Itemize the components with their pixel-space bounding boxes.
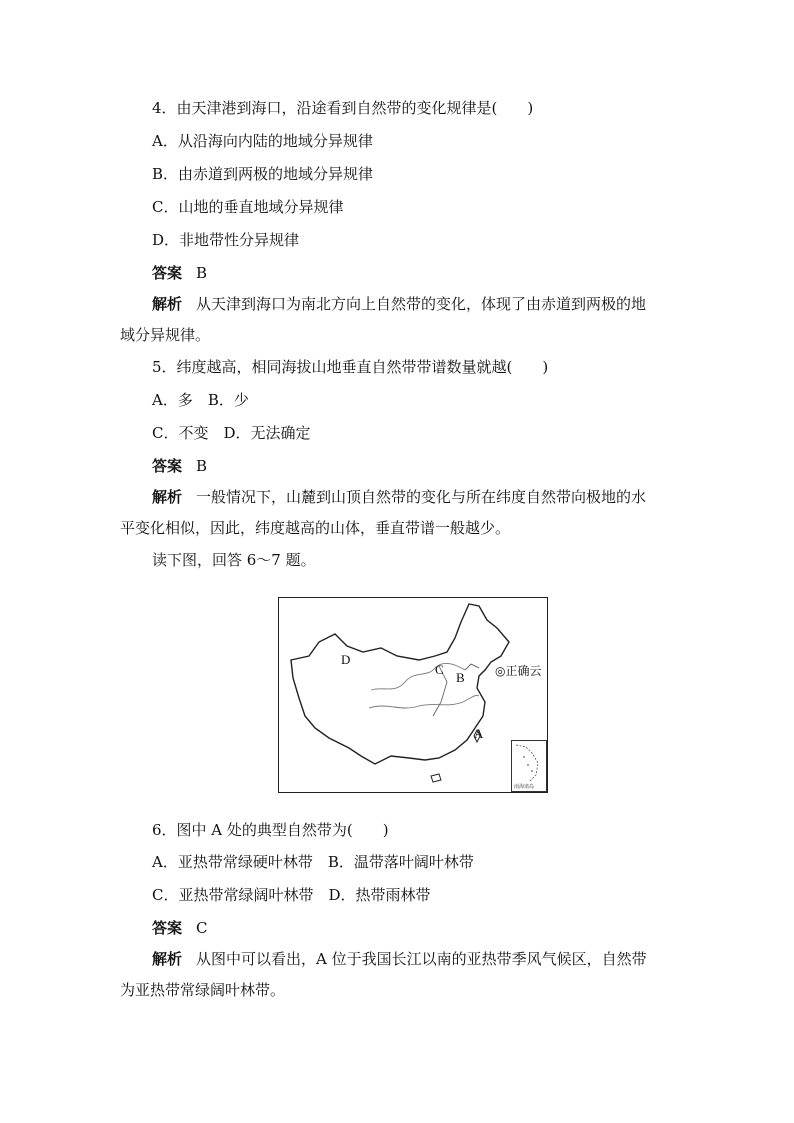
map-label-a: A (474, 726, 484, 741)
q6-options-row1: A．亚热带常绿硬叶林带 B．温带落叶阔叶林带 (152, 853, 474, 871)
inset-caption: 南海诸岛 (514, 784, 535, 790)
q6-analysis-line2: 为亚热带常绿阔叶林带。 (120, 981, 286, 999)
q4-option-b: B．由赤道到两极的地域分异规律 (152, 165, 374, 183)
analysis-label: 解析 (152, 488, 183, 506)
map-label-b: B (456, 670, 465, 685)
watermark-icon: ◎ (495, 664, 506, 678)
analysis-text: 一般情况下，山麓到山顶自然带的变化与所在纬度自然带向极地的水 (196, 488, 647, 506)
q4-analysis-line1 (152, 294, 646, 314)
read-prompt: 读下图，回答 6～7 题。 (152, 551, 316, 569)
q5-analysis-line2: 平变化相似，因此，纬度越高的山体，垂直带谱一般越少。 (120, 519, 511, 537)
watermark-logo (495, 662, 542, 679)
answer-value: B (196, 264, 208, 282)
analysis-text: 从天津到海口为南北方向上自然带的变化，体现了由赤道到两极的地 (196, 295, 647, 313)
answer-label: 答案 (152, 919, 183, 937)
answer-value: B (196, 457, 208, 475)
answer-label: 答案 (152, 457, 183, 475)
q6-options-row2: C．亚热带常绿阔叶林带 D．热带雨林带 (152, 886, 431, 904)
q5-stem: 5．纬度越高，相同海拔山地垂直自然带带谱数量就越( ) (152, 358, 549, 376)
watermark-text: 正确云 (505, 664, 542, 678)
q4-answer (152, 263, 207, 283)
q6-analysis-line1 (152, 949, 647, 969)
south-china-sea-inset (511, 740, 547, 792)
answer-label: 答案 (152, 264, 183, 282)
analysis-label: 解析 (152, 950, 183, 968)
q4-option-c: C．山地的垂直地域分异规律 (152, 198, 344, 216)
q5-answer (152, 456, 207, 476)
china-map-outline (279, 598, 547, 792)
q6-answer (152, 918, 208, 938)
map-label-d: D (341, 652, 351, 667)
analysis-text: 从图中可以看出，A 位于我国长江以南的亚热带季风气候区，自然带 (196, 950, 647, 968)
q4-stem: 4．由天津港到海口，沿途看到自然带的变化规律是( ) (152, 99, 534, 117)
q5-analysis-line1 (152, 487, 646, 507)
china-map-figure (278, 597, 548, 793)
q6-stem: 6．图中 A 处的典型自然带为( ) (152, 821, 389, 839)
q4-option-a: A．从沿海向内陆的地域分异规律 (152, 132, 373, 150)
q5-options-row2: C．不变 D．无法确定 (152, 424, 311, 442)
q4-analysis-line2: 域分异规律。 (120, 326, 211, 344)
map-label-c: C (435, 662, 444, 677)
q5-options-row1: A．多 B．少 (152, 391, 249, 409)
analysis-label: 解析 (152, 295, 183, 313)
q4-option-d: D．非地带性分异规律 (152, 231, 300, 249)
answer-value: C (196, 919, 208, 937)
